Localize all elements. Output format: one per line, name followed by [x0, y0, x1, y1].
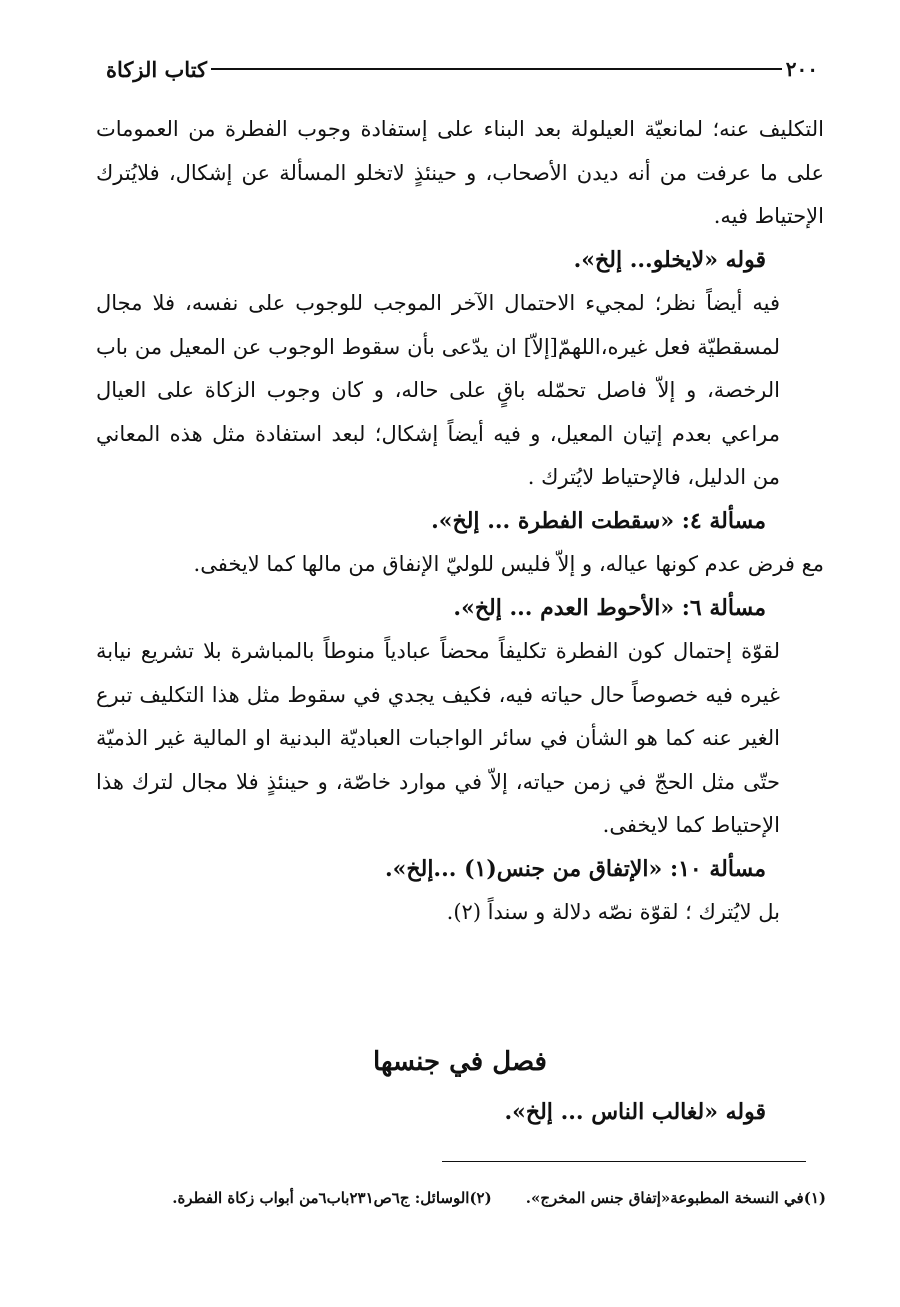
paragraph-5: بل لايُترك ؛ لقوّة نصّه دلالة و سنداً (٢).: [446, 900, 780, 924]
heading-masala-4: مسألة ٤: «سقطت الفطرة ... إلخ».: [431, 507, 766, 534]
section-title: فصل في جنسها: [373, 1047, 547, 1077]
section-heading: قوله «لغالب الناس ... إلخ».: [504, 1099, 766, 1125]
footnotes: [80, 1184, 826, 1212]
page-number: ٢٠٠: [785, 57, 818, 81]
footnote-1: (١)في النسخة المطبوعة«إتفاق جنس المخرج».: [525, 1189, 826, 1207]
heading-qawluh-la-yakhlu: قوله «لايخلو... إلخ».: [573, 246, 766, 273]
paragraph-3: مع فرض عدم كونها عياله، و إلاّ فليس للوليّ الإنفاق من مالها كما لايخفى.: [193, 552, 824, 576]
running-title: كتاب الزكاة: [106, 56, 208, 82]
footnote-2: (٢)الوسائل: ج٦ص٢٣١باب٦من أبواب زكاة الفطرة.: [172, 1189, 492, 1207]
paragraph-1: التكليف عنه؛ لمانعيّة العيلولة بعد البناء على إستفادة وجوب الفطرة من العمومات على ما عرفت من أنه ديدن الأصحاب، و حينئذٍ لاتخلو المسألة عن إشكال، فلايُترك الإحتياط فيه.: [96, 117, 824, 228]
heading-masala-10: مسألة ١٠: «الإتفاق من جنس(١) ...إلخ».: [385, 855, 766, 882]
header-rule: [211, 68, 782, 70]
paragraph-2: فيه أيضاً نظر؛ لمجيء الاحتمال الآخر الموجب للوجوب على نفسه، فلا مجال لمسقطيّة فعل غيره،اللهمّ[إلاّ] ان يدّعى بأن سقوط الوجوب عن المعيل من باب الرخصة، و إلاّ فاصل تحمّله باقٍ على حاله، و كان وجوب الزكاة على العيال مراعي بعدم إتيان المعيل، و فيه أيضاً إشكال؛ لبعد استفادة مثل هذه المعاني من الدليل، فالإحتياط لايُترك .: [96, 291, 780, 489]
paragraph-4: لقوّة إحتمال كون الفطرة تكليفاً محضاً عبادياً منوطاً بالمباشرة بلا تشريع نيابة غيره فيه خصوصاً حال حياته فيه، فكيف يجدي في سقوط مثل هذا التكليف تبرع الغير عنه كما هو الشأن في سائر الواجبات العباديّة البدنية او المالية غير الذميّة حتّى مثل الحجّ في زمن حياته، إلاّ في موارد خاصّة، و حينئذٍ فلا مجال لترك هذا الإحتياط كما لايخفى.: [96, 639, 780, 837]
footnote-rule: [442, 1161, 806, 1162]
body-text: [96, 108, 824, 935]
heading-masala-6: مسألة ٦: «الأحوط العدم ... إلخ».: [453, 594, 766, 621]
page-header: [96, 52, 824, 86]
